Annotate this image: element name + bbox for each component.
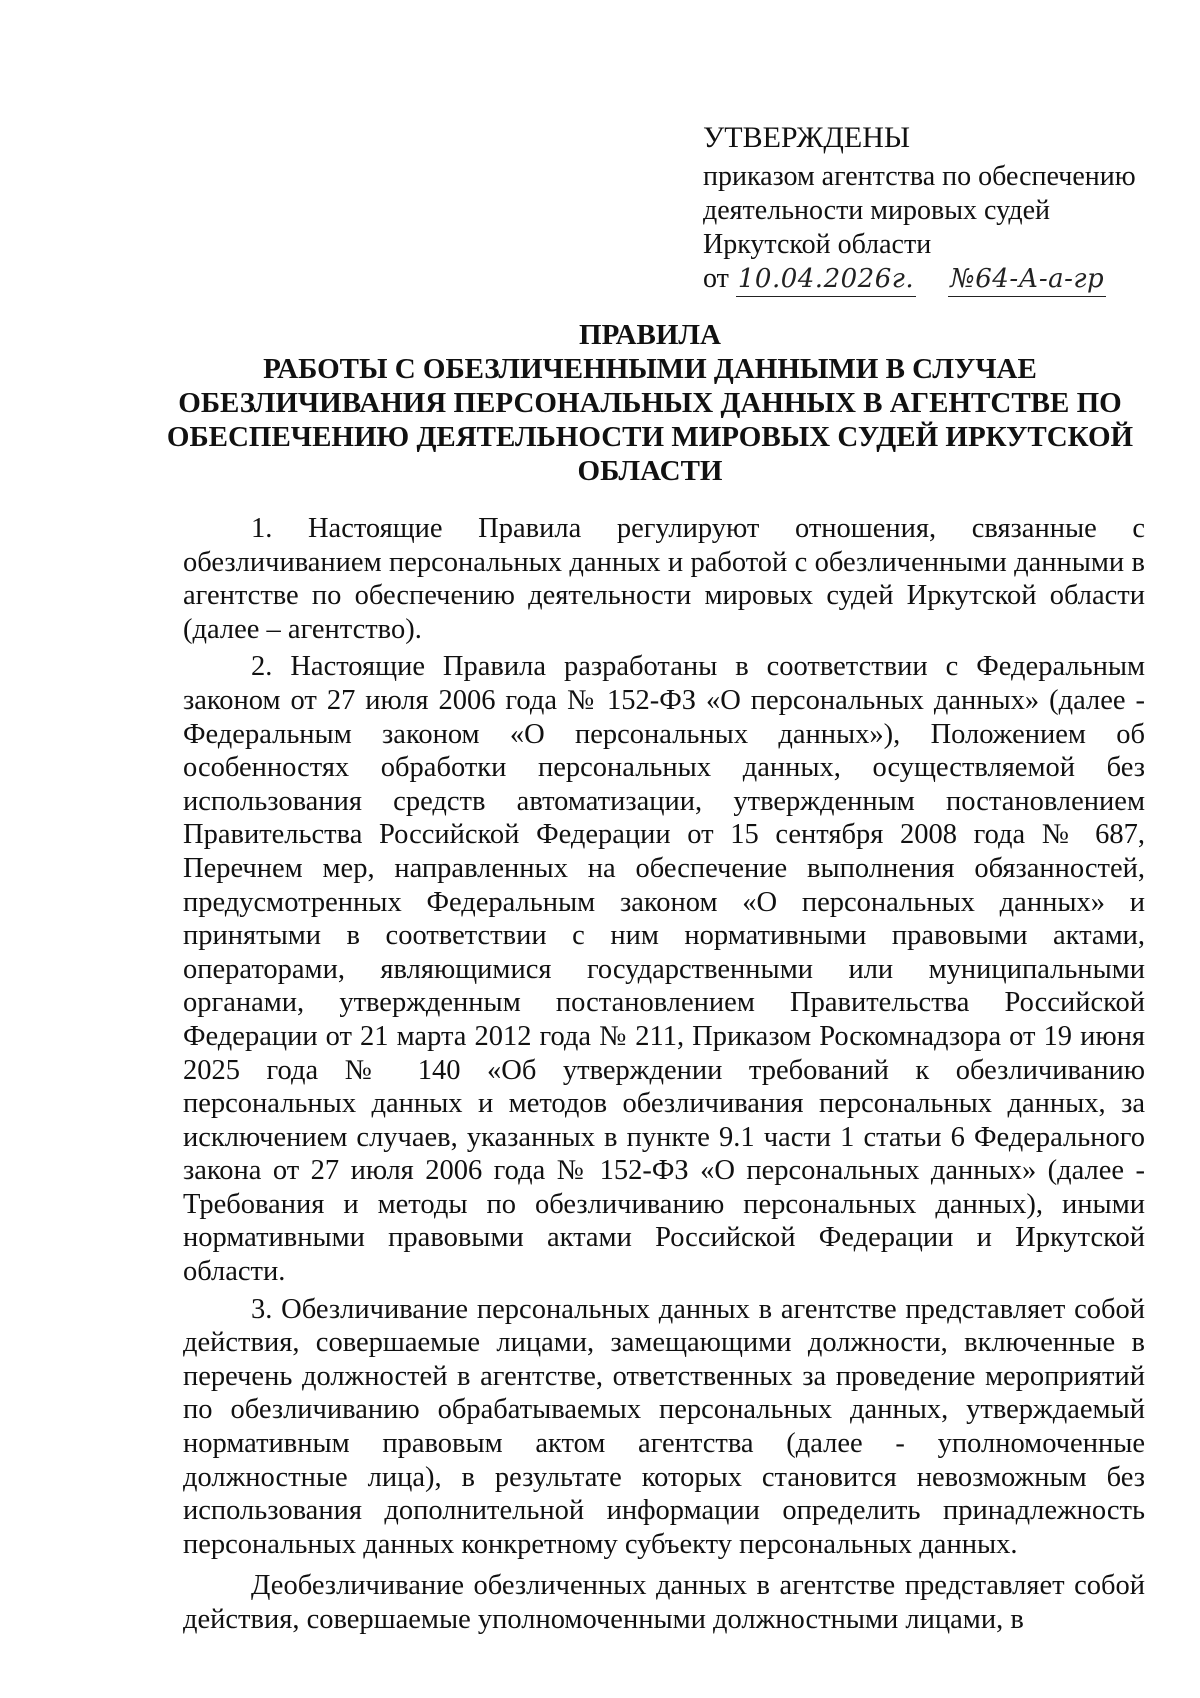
handwritten-number: №64-А-а-гр: [948, 262, 1106, 297]
title-line-3: ОБЕСПЕЧЕНИЮ ДЕЯТЕЛЬНОСТИ МИРОВЫХ СУДЕЙ ИРКУТСКОЙ: [166, 421, 1134, 453]
approval-line-1: приказом агентства по обеспечению: [703, 161, 1136, 192]
document-title: [150, 318, 1150, 488]
handwritten-date: 10.04.2026г.: [736, 262, 916, 297]
title-heading: ПРАВИЛА: [579, 319, 721, 351]
approval-stamp-block: [703, 118, 1163, 298]
title-line-1: РАБОТЫ С ОБЕЗЛИЧЕННЫМИ ДАННЫМИ В СЛУЧАЕ: [263, 353, 1037, 385]
from-label: от: [703, 263, 729, 294]
approval-line-3: Иркутской области: [703, 229, 932, 260]
document-body: [183, 512, 1145, 1641]
paragraph-4: Деобезличивание обезличенных данных в агентстве представляет собой действия, совершаемые уполномоченными должностными лицами, в: [183, 1570, 1145, 1635]
paragraph-2: 2. Настоящие Правила разработаны в соответствии с Федеральным законом от 27 июля 2006 года № 152-ФЗ «О персональных данных» (далее - Федеральным законом «О персональных данных»), Положением об особенностях обработки персональных данных, осуществляемой без использования средств автоматизации, утвержденным постановлением Правительства Российской Федерации от 15 сентября 2008 года № 687, Перечнем мер, направленных на обеспечение выполнения обязанностей, предусмотренных Федеральным законом «О персональных данных» и принятыми в соответствии с ним нормативными правовыми актами, операторами, являющимися государственными или муниципальными органами, утвержденным постановлением Правительства Российской Федерации от 21 марта 2012 года № 211, Приказом Роскомнадзора от 19 июня 2025 года № 140 «Об утверждении требований к обезличиванию персональных данных и методов обезличивания персональных данных, за исключением случаев, указанных в пункте 9.1 части 1 статьи 6 Федерального закона от 27 июля 2006 года № 152-ФЗ «О персональных данных» (далее - Требования и методы по обезличиванию персональных данных), иными нормативными правовыми актами Российской Федерации и Иркутской области.: [183, 651, 1145, 1288]
title-line-4: ОБЛАСТИ: [577, 455, 723, 487]
approval-date-line: [703, 262, 1163, 298]
title-line-2: ОБЕЗЛИЧИВАНИЯ ПЕРСОНАЛЬНЫХ ДАННЫХ В АГЕНТСТВЕ ПО: [178, 387, 1122, 419]
paragraph-3: 3. Обезличивание персональных данных в агентстве представляет собой действия, совершаемые лицами, замещающими должности, включенные в перечень должностей в агентстве, ответственных за проведение мероприятий по обезличиванию обрабатываемых персональных данных, утверждаемый нормативным правовым актом агентства (далее - уполномоченные должностные лица), в результате которых становится невозможным без использования дополнительной информации определить принадлежность персональных данных конкретному субъекту персональных данных.: [183, 1293, 1145, 1560]
approval-line-2: деятельности мировых судей: [703, 195, 1050, 226]
paragraph-1: 1. Настоящие Правила регулируют отношения, связанные с обезличиванием персональных данных и работой с обезличенными данными в агентстве по обеспечению деятельности мировых судей Иркутской области (далее – агентство).: [183, 513, 1145, 645]
approved-heading: УТВЕРЖДЕНЫ: [703, 121, 911, 154]
